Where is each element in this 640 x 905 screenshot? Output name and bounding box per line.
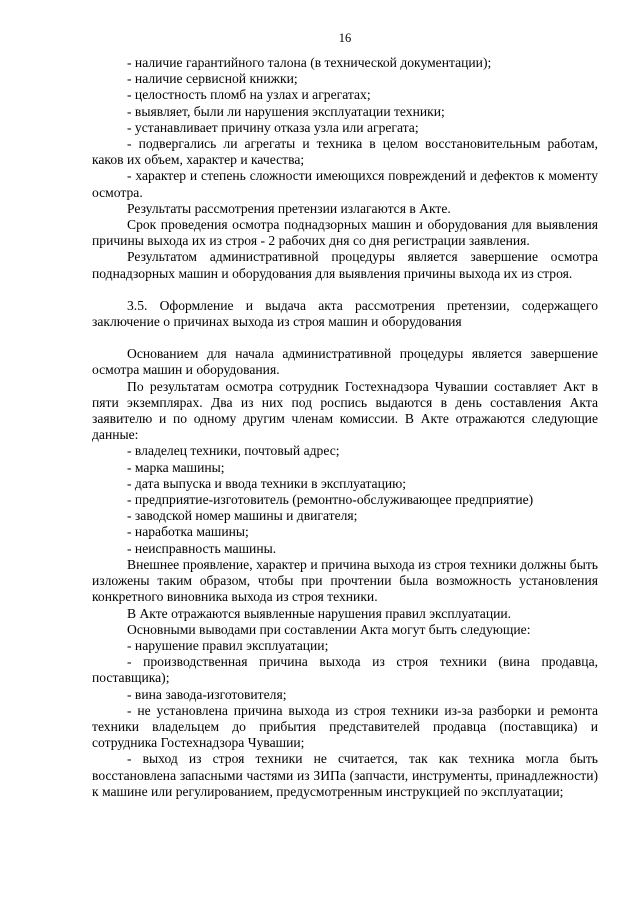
paragraph: - выход из строя техники не считается, так как техника могла быть восстановлена запасными частями из ЗИПа (запчасти, инструменты, принадлежности) к машине или регулированием, предусмотренным инструкцией по эксплуатации; [92,751,598,799]
paragraph: Основными выводами при составлении Акта могут быть следующие: [127,621,531,637]
paragraph: - заводской номер машины и двигателя; [127,508,358,524]
paragraph: Срок проведения осмотра поднадзорных машин и оборудования для выявления причины выхода их из строя - 2 рабочих дня со дня регистрации заявления. [92,217,598,249]
paragraph: - предприятие-изготовитель (ремонтно-обслуживающее предприятие) [127,492,534,508]
paragraph: - марка машины; [127,459,225,475]
paragraph: - наличие сервисной книжки; [127,71,298,87]
paragraph: Основанием для начала административной процедуры является завершение осмотра машин и оборудования. [92,346,598,378]
page-number: 16 [338,31,352,45]
paragraph: - характер и степень сложности имеющихся повреждений и дефектов к моменту осмотра. [92,168,598,200]
paragraph: Результаты рассмотрения претензии излагаются в Акте. [127,200,451,216]
paragraph: - производственная причина выхода из строя техники (вина продавца, поставщика); [92,654,598,686]
paragraph: - неисправность машины. [127,540,277,556]
paragraph: - наличие гарантийного талона (в технической документации); [127,55,492,70]
paragraph: - наработка машины; [127,524,249,540]
paragraph: - нарушение правил эксплуатации; [127,637,329,653]
paragraph: - выявляет, были ли нарушения эксплуатации техники; [127,103,445,119]
document-body [92,55,598,800]
paragraph: - целостность пломб на узлах и агрегатах; [127,87,371,103]
paragraph: - не установлена причина выхода из строя техники из-за разборки и ремонта техники владельцем до прибытия представителей продавца (поставщика) и сотрудника Гостехнадзора Чувашии; [92,702,598,751]
spacer [92,282,598,298]
spacer [92,330,598,346]
paragraph: В Акте отражаются выявленные нарушения правил эксплуатации. [127,605,512,621]
paragraph: - дата выпуска и ввода техники в эксплуатацию; [127,475,407,491]
paragraph: По результатам осмотра сотрудник Гостехнадзора Чувашии составляет Акт в пяти экземплярах. Два из них под роспись выдаются в день составления Акта заявителю и по одному другим членам комиссии. В Акте отражаются следующие данные: [92,378,598,443]
paragraph: - вина завода-изготовителя; [127,686,287,702]
paragraph: - устанавливает причину отказа узла или агрегата; [127,119,419,135]
paragraph: Внешнее проявление, характер и причина выхода из строя техники должны быть изложены таким образом, чтобы при прочтении была возможность установления конкретного виновника выхода из строя техники. [92,556,598,605]
paragraph: - подвергались ли агрегаты и техника в целом восстановительным работам, каков их объем, характер и качества; [92,136,598,168]
paragraph: Результатом административной процедуры является завершение осмотра поднадзорных машин и оборудования для выявления причины выхода их из строя. [92,249,598,281]
paragraph: - владелец техники, почтовый адрес; [127,443,340,459]
section-heading: 3.5. Оформление и выдача акта рассмотрения претензии, содержащего заключение о причинах выхода из строя машин и оборудования [92,297,598,330]
